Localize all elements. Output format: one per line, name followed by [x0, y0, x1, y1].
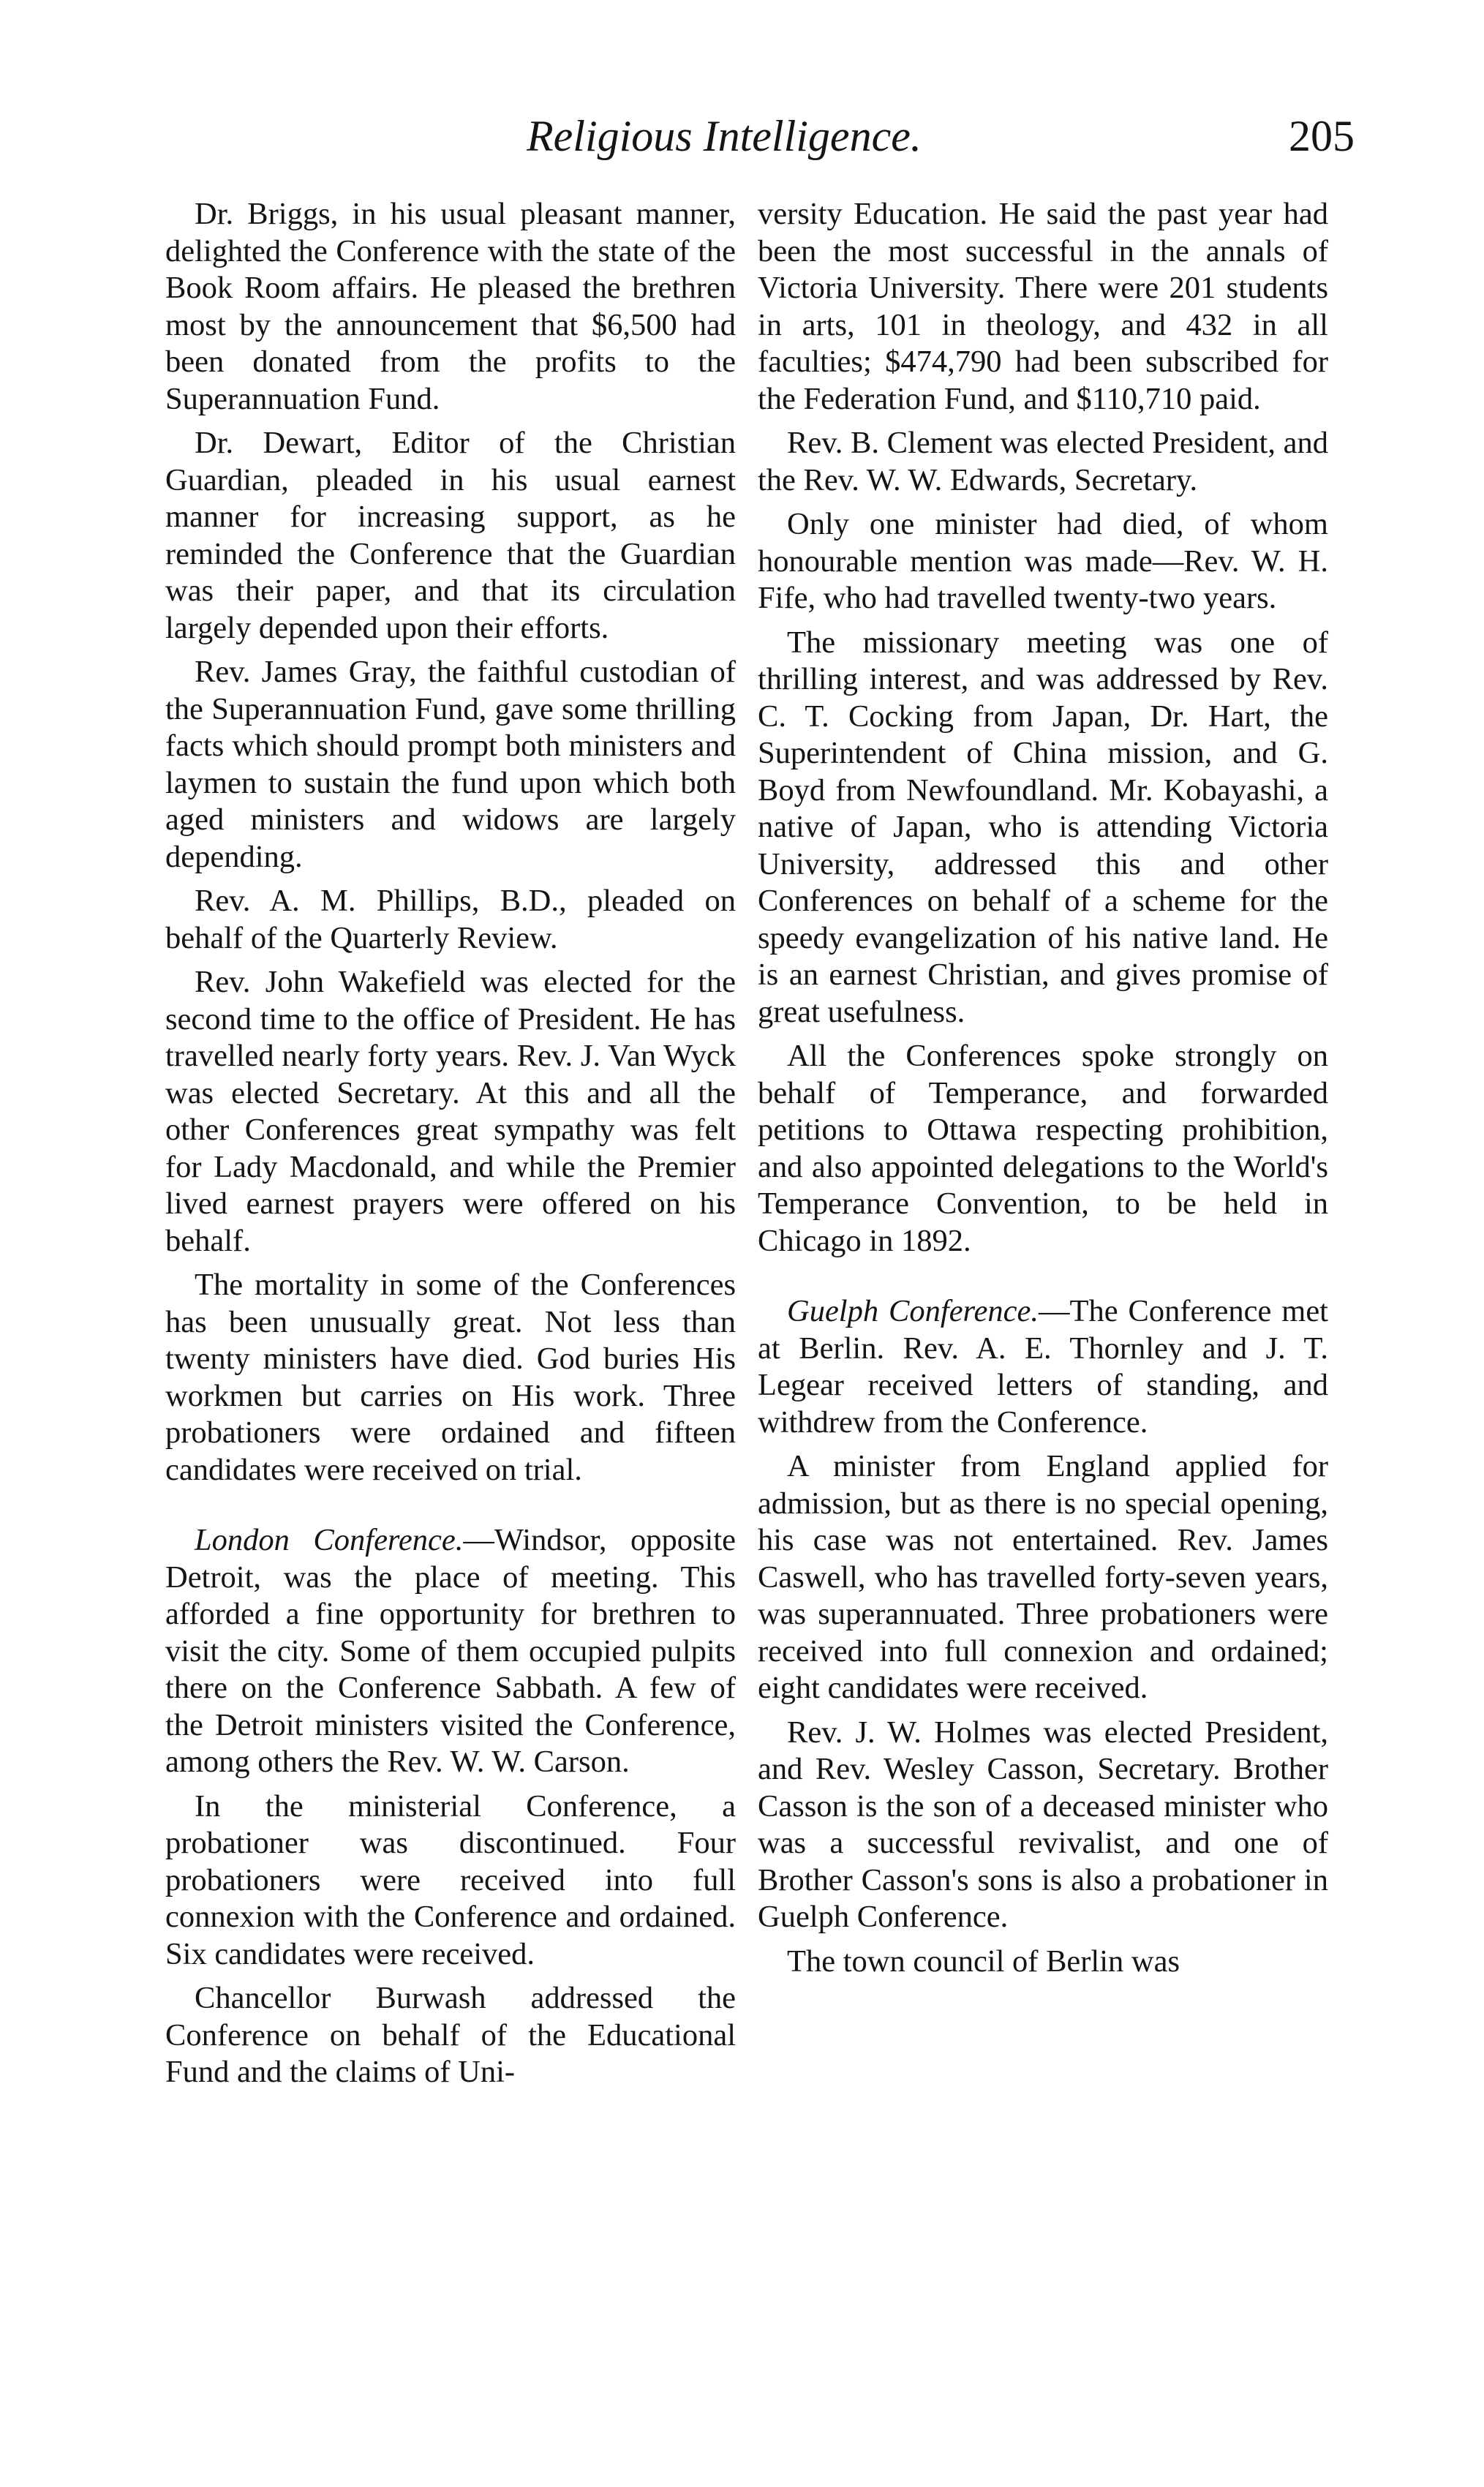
paragraph-england-minister: A minister from England applied for admission, but as there is no special opening, his case was not entertained. Rev. James Caswell, who has travelled forty-seven years, was superannuated. Three probationers were received into full connexion and ordained; eight candidates were received. — [758, 1449, 1328, 1705]
right-column — [758, 196, 1328, 1987]
section-guelph-conference — [758, 1293, 1328, 1441]
section-heading: London Conference. — [195, 1523, 464, 1557]
page-number: 205 — [1289, 112, 1355, 160]
paragraph-burwash: Chancellor Burwash addressed the Conference on behalf of the Educational Fund and the claims of Uni- — [165, 1981, 736, 2089]
section-text: —Windsor, opposite Detroit, was the place of meeting. This afforded a fine opportunity for brethren to visit the city. Some of them occupied pulpits there on the Conference Sabbath. A few of the Detroit ministers visited the Conference, among others the Rev. W. W. Carson. — [165, 1523, 736, 1779]
paragraph-mortality: The mortality in some of the Conferences has been unusually great. Not less than twenty ministers have died. God buries His workmen but carries on His work. Three probationers were ordained and fifteen candidates were received on trial. — [165, 1268, 736, 1487]
paragraph-ministerial: In the ministerial Conference, a probationer was discontinued. Four probationers were received into full connexion with the Conference and ordained. Six candidates were received. — [165, 1788, 736, 1971]
paragraph-gray: Rev. James Gray, the faithful custodian of the Superannuation Fund, gave some thrilling facts which should prompt both ministers and laymen to sustain the fund upon which both aged ministers and widows are largely depending. — [165, 655, 736, 874]
section-heading: Guelph Conference. — [787, 1294, 1039, 1328]
paragraph-holmes: Rev. J. W. Holmes was elected President, and Rev. Wesley Casson, Secretary. Brother Casson is the son of a deceased minister who was a successful revivalist, and one of Brother Casson's sons is also a probationer in Guelph Conference. — [758, 1715, 1328, 1934]
running-title: Religious Intelligence. — [527, 112, 922, 160]
paragraph-fife: Only one minister had died, of whom honourable mention was made—Rev. W. H. Fife, who had travelled twenty-two years. — [758, 507, 1328, 615]
paragraph-missionary: The missionary meeting was one of thrilling interest, and was addressed by Rev. C. T. Cocking from Japan, Dr. Hart, the Superintendent of China mission, and G. Boyd from Newfoundland. Mr. Kobayashi, a native of Japan, who is attending Victoria University, addressed this and other Conferences on behalf of a scheme for the speedy evangelization of his native land. He is an earnest Christian, and gives promise of great usefulness. — [758, 625, 1328, 1029]
section-text: —The Conference met at Berlin. Rev. A. E. Thornley and J. T. Legear received letters of standing, and withdrew from the Conference. — [758, 1294, 1328, 1440]
paragraph-dewart: Dr. Dewart, Editor of the Christian Guardian, pleaded in his usual earnest manner for increasing support, as he reminded the Conference that the Guardian was their paper, and that its circulation largely depended upon their efforts. — [165, 426, 736, 645]
paragraph-berlin-council: The town council of Berlin was — [787, 1944, 1180, 1979]
left-column — [165, 196, 736, 2099]
page-header — [0, 111, 1484, 162]
paragraph-wakefield: Rev. John Wakefield was elected for the second time to the office of President. He has travelled nearly forty years. Rev. J. Van Wyck was elected Secretary. At this and all the other Conferences great sympathy was felt for Lady Macdonald, and while the Premier lived earnest prayers were offered on his behalf. — [165, 965, 736, 1258]
paragraph-clement: Rev. B. Clement was elected President, and the Rev. W. W. Edwards, Secretary. — [758, 426, 1328, 497]
paragraph-book-room: Dr. Briggs, in his usual pleasant manner, delighted the Conference with the state of the Book Room affairs. He pleased the brethren most by the announcement that $6,500 had been donated from the profits to the Superannuation Fund. — [165, 197, 736, 416]
paragraph-phillips: Rev. A. M. Phillips, B.D., pleaded on behalf of the Quarterly Review. — [165, 884, 736, 955]
paragraph-university: versity Education. He said the past year had been the most successful in the annals of Victoria University. There were 201 students in arts, 101 in theology, and 432 in all faculties; $474,790 had been subscribed for the Federation Fund, and $110,710 paid. — [758, 197, 1328, 416]
section-london-conference — [165, 1522, 736, 1781]
paragraph-temperance: All the Conferences spoke strongly on behalf of Temperance, and forwarded petitions to Ottawa respecting prohibition, and also appointed delegations to the World's Temperance Convention, to be held in Chicago in 1892. — [758, 1039, 1328, 1258]
